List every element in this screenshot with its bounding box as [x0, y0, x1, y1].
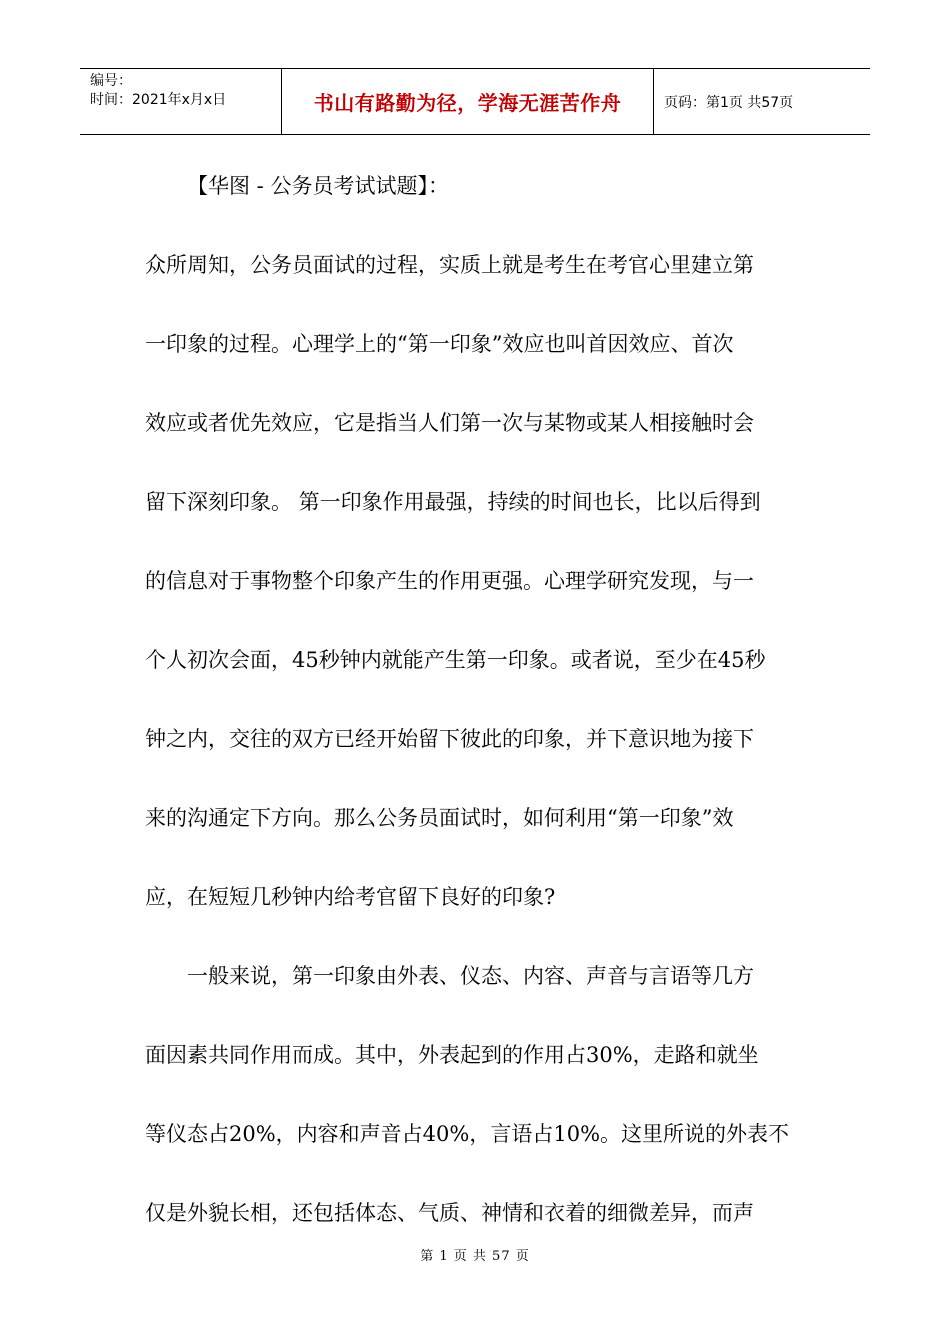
body-line: 来的沟通定下方向。那么公务员面试时，如何利用“第一印象”效 — [145, 806, 734, 830]
section-title: 【华图 - 公务员考试试题】： — [187, 174, 449, 198]
body-line: 的信息对于事物整个印象产生的作用更强。心理学研究发现，与一 — [145, 569, 754, 593]
body-line: 一般来说，第一印象由外表、仪态、内容、声音与言语等几方 — [187, 964, 754, 988]
body-line: 留下深刻印象。 第一印象作用最强，持续的时间也长，比以后得到 — [145, 490, 761, 514]
body-line: 仅是外貌长相，还包括体态、气质、神情和衣着的细微差异，而声 — [145, 1201, 754, 1225]
date-label: 时间：2021年x月x日 — [90, 92, 227, 108]
body-line: 钟之内，交往的双方已经开始留下彼此的印象，并下意识地为接下 — [145, 727, 754, 751]
page-header — [80, 68, 870, 135]
body-line: 应，在短短几秒钟内给考官留下良好的印象? — [145, 885, 556, 909]
header-meta — [80, 69, 282, 134]
body-line: 面因素共同作用而成。其中，外表起到的作用占30%，走路和就坐 — [145, 1043, 759, 1067]
body-line: 一印象的过程。心理学上的“第一印象”效应也叫首因效应、首次 — [145, 332, 734, 356]
body-line: 效应或者优先效应，它是指当人们第一次与某物或某人相接触时会 — [145, 411, 754, 435]
header-page-info: 页码：第1页 共57页 — [664, 94, 794, 111]
document-body — [145, 166, 810, 1272]
page-footer: 第 1 页 共 57 页 — [420, 1249, 530, 1264]
header-motto: 书山有路勤为径，学海无涯苦作舟 — [282, 69, 654, 134]
body-line: 众所周知，公务员面试的过程，实质上就是考生在考官心里建立第 — [145, 253, 754, 277]
body-line: 等仪态占20%，内容和声音占40%，言语占10%。这里所说的外表不 — [145, 1122, 790, 1146]
serial-number-label: 编号： — [90, 73, 132, 89]
body-line: 个人初次会面，45秒钟内就能产生第一印象。或者说，至少在45秒 — [145, 648, 766, 672]
